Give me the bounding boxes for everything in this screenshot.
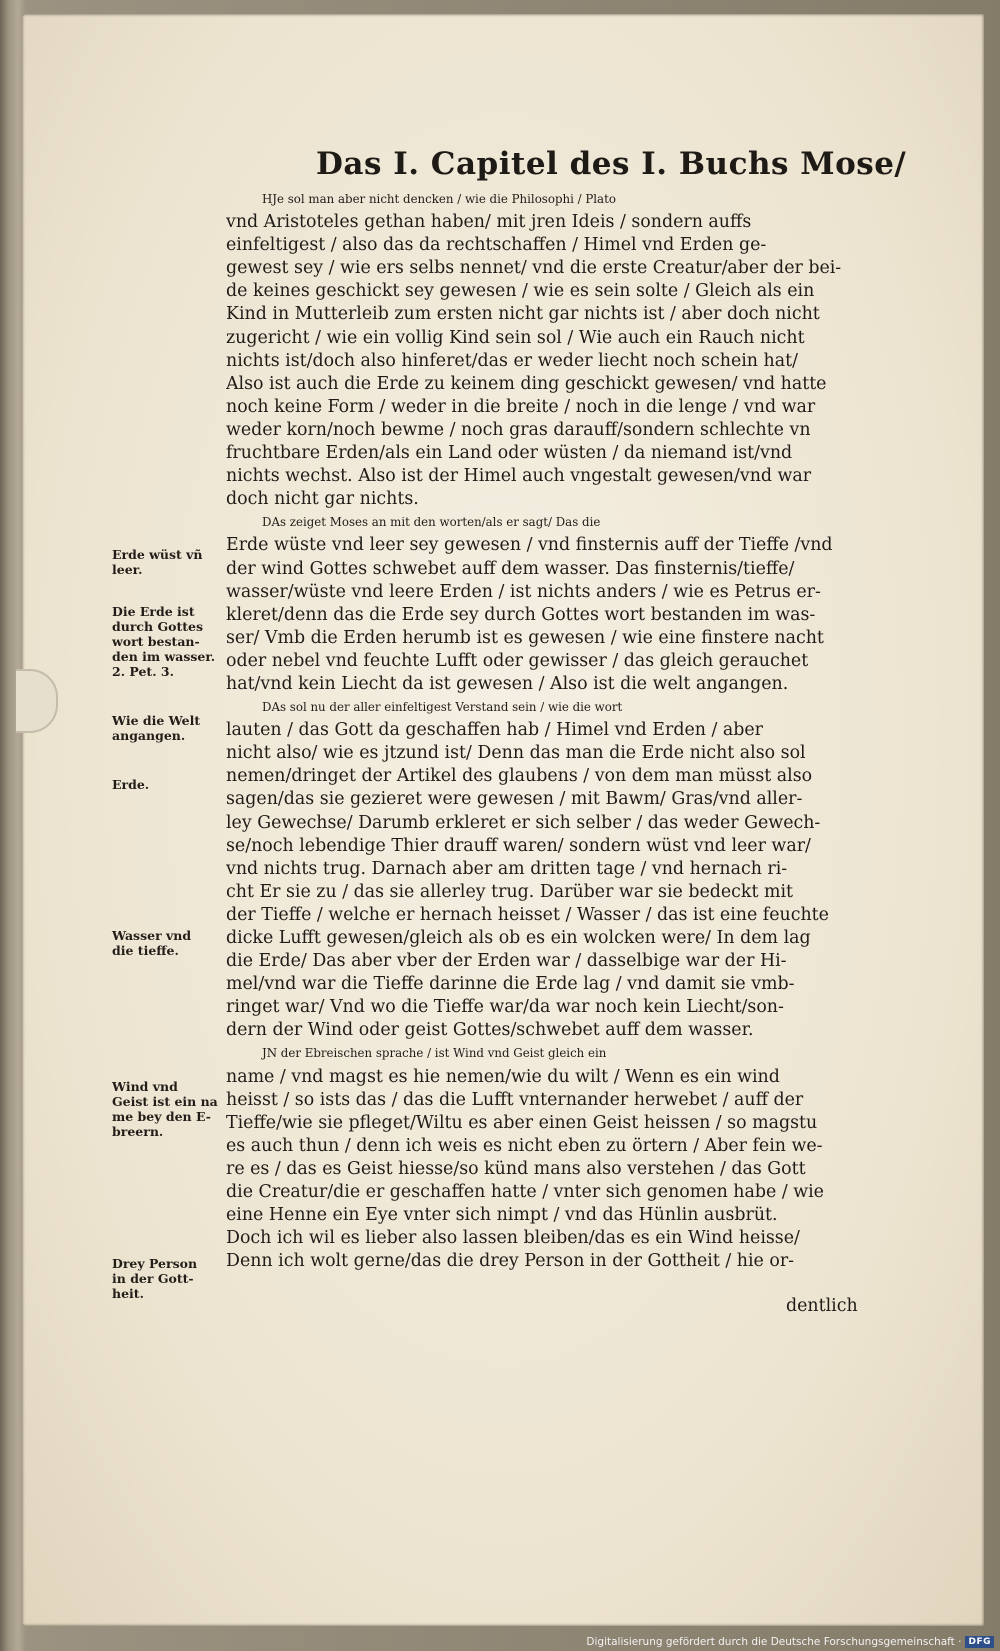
margin-note [112, 1079, 220, 1139]
text-line: die Erde/ Das aber vber der Erden war / dasselbige war der Hi- [226, 951, 787, 972]
text-line: ley Gewechse/ Darumb erkleret er sich selber / das weder Gewech- [226, 812, 821, 833]
text-line: kleret/denn das die Erde sey durch Gottes wort bestanden im was- [226, 604, 816, 625]
catchword: dentlich [786, 1296, 858, 1316]
margin-note-line: wort bestan- [112, 634, 200, 649]
text-line: lauten / das Gott da geschaffen hab / Himel vnd Erden / aber [226, 720, 763, 741]
text-line: JN der Ebreischen sprache / ist Wind vnd Geist gleich ein [262, 1046, 607, 1061]
margin-note-line: den im wasser. [112, 649, 216, 664]
chapter-title: Das I. Capitel des I. Buchs Mose/ [316, 146, 907, 182]
text-line: der wind Gottes schwebet auff dem wasser. Das finsternis/tieffe/ [226, 558, 795, 579]
text-line: cht Er sie zu / das sie allerley trug. Darüber war sie bedeckt mit [226, 881, 794, 902]
margin-note-line: Erde wüst vñ [112, 547, 203, 562]
paragraph [226, 1042, 872, 1273]
paragraph [226, 696, 872, 1042]
text-line: HJe sol man aber nicht dencken / wie die Philosophi / Plato [262, 192, 616, 206]
text-line: Also ist auch die Erde zu keinem ding geschickt gewesen/ vnd hatte [226, 373, 827, 394]
margin-note [112, 713, 220, 743]
text-line: hat/vnd kein Liecht da ist gewesen / Also ist die welt angangen. [226, 673, 789, 694]
text-line: dern der Wind oder geist Gottes/schwebet auff dem wasser. [226, 1020, 754, 1041]
margin-note-line: me bey den E- [112, 1109, 211, 1124]
text-line: Doch ich wil es lieber also lassen bleiben/das es ein Wind heisse/ [226, 1228, 800, 1249]
text-line: oder nebel vnd feuchte Lufft oder gewisser / das gleich gerauchet [226, 650, 809, 671]
text-line: dicke Lufft gewesen/gleich als ob es ein wolcken were/ In dem lag [226, 928, 811, 948]
text-line: Tieffe/wie sie pfleget/Wiltu es aber einen Geist heissen / so magstu [226, 1112, 818, 1133]
text-line: sagen/das sie gezieret were gewesen / mit Bawm/ Gras/vnd aller- [226, 789, 803, 810]
text-line: weder korn/noch bewme / noch gras darauff/sondern schlechte vn [226, 419, 811, 440]
margin-note-line: angangen. [112, 728, 186, 743]
text-line: fruchtbare Erden/als ein Land oder wüsten / da niemand ist/vnd [226, 443, 793, 464]
text-line: nichts ist/doch also hinferet/das er weder liecht noch schein hat/ [226, 350, 798, 371]
body-text [226, 188, 872, 1273]
text-line: es auch thun / denn ich weis es nicht eben zu örtern / Aber fein we- [226, 1135, 823, 1156]
margin-note-line: die tieffe. [112, 943, 179, 958]
text-line: mel/vnd war die Tieffe darinne die Erde lag / vnd damit sie vmb- [226, 974, 795, 995]
margin-note [112, 547, 220, 577]
margin-note-line: Drey Person [112, 1256, 198, 1271]
margin-note [112, 777, 220, 792]
text-line: de keines geschickt sey gewesen / wie es sein solte / Gleich als ein [226, 281, 815, 302]
text-line: re es / das es Geist hiesse/so künd mans also verstehen / das Gott [226, 1158, 806, 1179]
text-line: der Tieffe / welche er hernach heisset / Wasser / das ist eine feuchte [226, 904, 829, 925]
text-line: doch nicht gar nichts. [226, 489, 419, 510]
credit-text: Digitalisierung gefördert durch die Deutsche Forschungsgemeinschaft · [586, 1636, 962, 1648]
margin-note-line: Geist ist ein na [112, 1094, 218, 1109]
text-line: DAs sol nu der aller einfeltigest Verstand sein / wie die wort [262, 700, 623, 715]
text-line: noch keine Form / weder in die breite / noch in die lenge / vnd war [226, 396, 816, 417]
margin-note-line: Erde. [112, 777, 150, 792]
text-line: die Creatur/die er geschaffen hatte / vnter sich genomen habe / wie [226, 1182, 824, 1203]
margin-note-line: durch Gottes [112, 619, 204, 634]
margin-note-line: heit. [112, 1286, 144, 1301]
dfg-logo: DFG [965, 1636, 994, 1648]
margin-note [112, 928, 220, 958]
text-line: nichts wechst. Also ist der Himel auch vngestalt gewesen/vnd war [226, 466, 812, 487]
text-line: vnd nichts trug. Darnach aber am dritten tage / vnd hernach ri- [226, 858, 788, 879]
text-line: eine Henne ein Eye vnter sich nimpt / vnd das Hünlin ausbrüt. [226, 1205, 778, 1226]
margin-note-line: Wasser vnd [112, 928, 192, 943]
text-line: DAs zeiget Moses an mit den worten/als er sagt/ Das die [262, 515, 601, 530]
margin-note [112, 1256, 220, 1301]
text-line: wasser/wüste vnd leere Erden / ist nichts anders / wie es Petrus er- [226, 581, 821, 602]
text-line: nicht also/ wie es jtzund ist/ Denn das man die Erde nicht also sol [226, 743, 806, 764]
digitization-credit [586, 1636, 994, 1648]
text-line: heisst / so ists das / das die Lufft vnternander herwebet / auff der [226, 1089, 804, 1110]
paragraph [226, 188, 872, 511]
paragraph [226, 511, 872, 696]
margin-note-line: breern. [112, 1124, 164, 1139]
page-edge-curl [16, 669, 58, 733]
text-line: ser/ Vmb die Erden herumb ist es gewesen / wie eine finstere nacht [226, 627, 824, 648]
text-line: nemen/dringet der Artikel des glaubens / von dem man müsst also [226, 766, 813, 787]
text-line: Kind in Mutterleib zum ersten nicht gar nichts ist / aber doch nicht [226, 304, 820, 325]
margin-note-line: 2. Pet. 3. [112, 664, 174, 679]
text-line: vnd Aristoteles gethan haben/ mit jren Ideis / sondern auffs [226, 212, 752, 233]
margin-note-line: Wie die Welt [112, 713, 201, 728]
text-line: Erde wüste vnd leer sey gewesen / vnd finsternis auff der Tieffe /vnd [226, 535, 833, 556]
margin-note-line: in der Gott- [112, 1271, 194, 1286]
text-line: Denn ich wolt gerne/das die drey Person in der Gottheit / hie or- [226, 1251, 795, 1272]
text-line: zugericht / wie ein vollig Kind sein sol / Wie auch ein Rauch nicht [226, 327, 805, 348]
text-line: einfeltigest / also das da rechtschaffen / Himel vnd Erden ge- [226, 235, 767, 256]
margin-note-line: Wind vnd [112, 1079, 178, 1094]
margin-note-line: Die Erde ist [112, 604, 195, 619]
text-line: gewest sey / wie ers selbs nennet/ vnd die erste Creatur/aber der bei- [226, 258, 842, 279]
text-line: se/noch lebendige Thier drauff waren/ sondern wüst vnd leer war/ [226, 835, 811, 856]
margin-note [112, 604, 220, 679]
text-line: name / vnd magst es hie nemen/wie du wilt / Wenn es ein wind [226, 1066, 780, 1087]
text-line: ringet war/ Vnd wo die Tieffe war/da war noch kein Liecht/son- [226, 997, 784, 1018]
margin-note-line: leer. [112, 562, 143, 577]
